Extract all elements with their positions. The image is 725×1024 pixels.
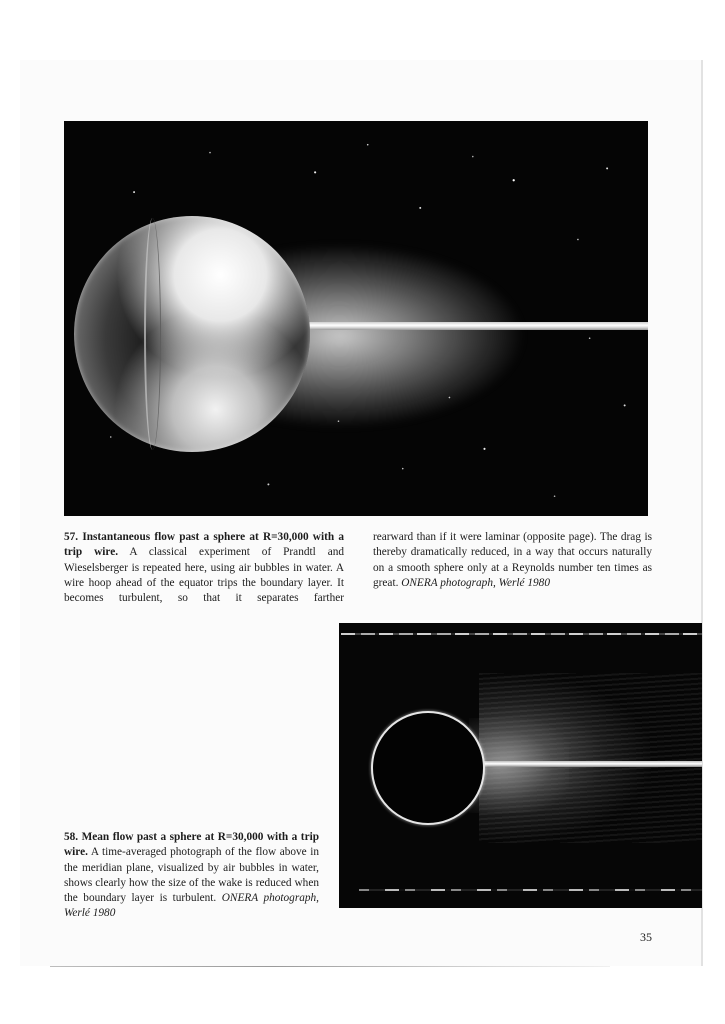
- figure-57-photo: [64, 121, 648, 516]
- figure-57-number: 57.: [64, 531, 79, 543]
- sphere-outline: [371, 711, 485, 825]
- figure-58-body: A time-averaged photograph of the flow above in the meridian plane, visualized by air bubbles in water, shows clearly how the size of the wake is reduced when the boundary layer is turbulent.: [64, 846, 320, 905]
- support-sting: [299, 322, 648, 330]
- sphere: [74, 216, 310, 452]
- figure-58-number: 58.: [64, 831, 79, 843]
- figure-58-photo: [339, 623, 702, 908]
- page-bottom-rule: [50, 966, 610, 967]
- figure-57-title: Instantaneous flow past a sphere at R=30,000 with a trip wire.: [64, 531, 344, 559]
- figure-57-caption-left: [64, 530, 344, 606]
- figure-58-title: Mean flow past a sphere at R=30,000 with a trip wire.: [64, 831, 320, 859]
- figure-57-body-part2: rearward than if it were laminar (opposite page). The drag is thereby dramatically reduced, in a way that occurs naturally on a smooth sphere only at a Reynolds number ten times as great.: [373, 531, 652, 589]
- figure-57-body-part1: A classical experiment of Prandtl and Wieselsberger is repeated here, using air bubbles in water. A wire hoop ahead of the equator trips the boundary layer. It becomes turbulent, so that it separates farther: [64, 546, 345, 605]
- support-sting: [483, 761, 702, 767]
- trip-wire: [144, 218, 161, 450]
- figure-58-caption: [64, 830, 319, 922]
- page-number: 35: [640, 930, 652, 944]
- tunnel-wall-bottom: [359, 889, 702, 891]
- figure-57-caption-right: [373, 530, 652, 591]
- tunnel-wall-top: [341, 633, 702, 635]
- figure-58-credit: ONERA photograph, Werlé 1980: [64, 892, 319, 920]
- turbulent-wake: [264, 221, 648, 451]
- figure-57-credit: ONERA photograph, Werlé 1980: [401, 576, 550, 589]
